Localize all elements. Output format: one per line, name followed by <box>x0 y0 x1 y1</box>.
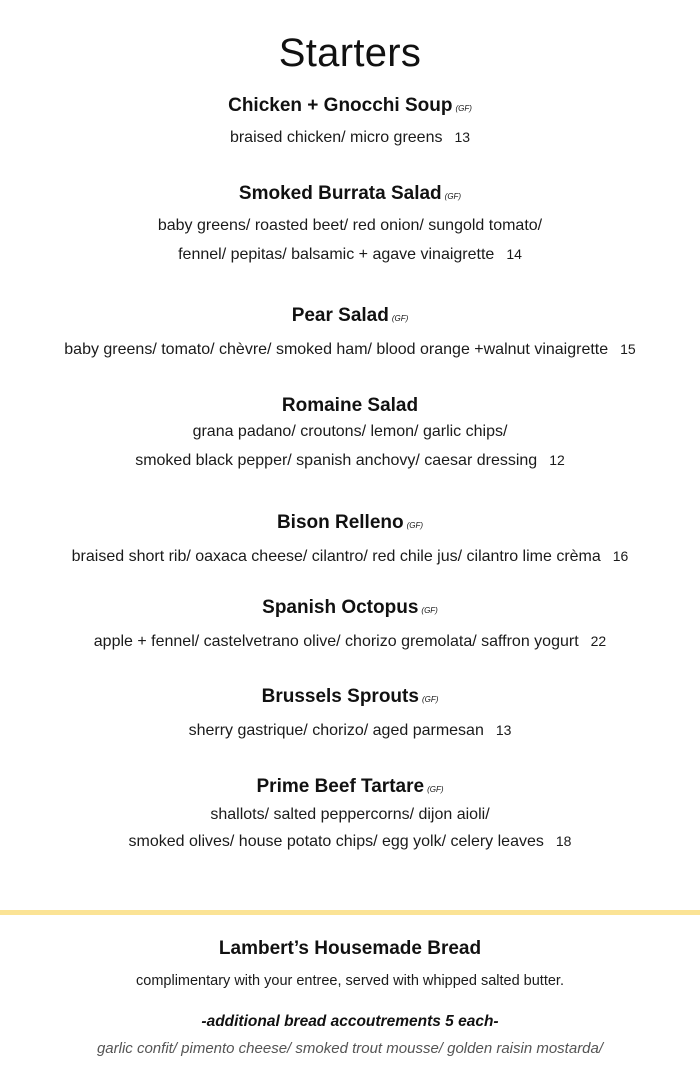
description-line: grana padano/ croutons/ lemon/ garlic chips/ <box>192 423 508 440</box>
description-line: braised chicken/ micro greens <box>229 129 443 146</box>
item-description <box>0 627 700 656</box>
gluten-free-tag: (GF) <box>391 314 409 323</box>
item-price: 22 <box>590 633 607 649</box>
item-name <box>0 511 700 538</box>
description-line-last <box>0 446 700 475</box>
item-name-text: Spanish Octopus <box>262 597 419 618</box>
item-name <box>0 304 700 331</box>
item-price: 13 <box>495 722 512 738</box>
page-title: Starters <box>278 30 422 75</box>
gluten-free-tag: (GF) <box>455 104 472 113</box>
item-name-text: Prime Beef Tartare <box>256 776 425 797</box>
description-line: smoked olives/ house potato chips/ egg yolk/ celery leaves <box>128 833 544 850</box>
menu-item <box>0 182 700 269</box>
menu-item <box>0 394 700 475</box>
description-line: shallots/ salted peppercorns/ dijon aioli/ <box>210 806 490 823</box>
item-name <box>0 394 700 418</box>
item-price: 14 <box>506 246 522 262</box>
description-line: baby greens/ roasted beet/ red onion/ sungold tomato/ <box>157 217 543 234</box>
item-price: 18 <box>555 833 572 849</box>
item-price: 15 <box>620 341 636 357</box>
menu-item <box>0 304 700 364</box>
item-name <box>0 94 700 121</box>
gluten-free-tag: (GF) <box>444 192 462 201</box>
bread-extras-list: garlic confit/ pimento cheese/ smoked trout mousse/ golden raisin mostarda/ <box>96 1040 604 1057</box>
section-divider <box>0 910 700 915</box>
item-price: 12 <box>549 452 565 468</box>
description-line: apple + fennel/ castelvetrano olive/ chorizo gremolata/ saffron yogurt <box>93 633 579 650</box>
item-name <box>0 685 700 712</box>
item-description <box>0 335 700 364</box>
gluten-free-tag: (GF) <box>406 521 424 530</box>
menu-item <box>0 596 700 656</box>
item-description <box>0 418 700 475</box>
item-price: 13 <box>454 129 471 145</box>
description-line: smoked black pepper/ spanish anchovy/ caesar dressing <box>135 452 538 469</box>
item-name-text: Chicken + Gnocchi Soup <box>228 95 453 116</box>
description-line: baby greens/ tomato/ chèvre/ smoked ham/ blood orange +walnut vinaigrette <box>64 341 609 358</box>
item-name-text: Brussels Sprouts <box>261 686 419 707</box>
gluten-free-tag: (GF) <box>427 785 444 794</box>
gluten-free-tag: (GF) <box>421 606 438 615</box>
item-name-text: Pear Salad <box>291 305 389 326</box>
item-description <box>0 802 700 855</box>
item-price: 16 <box>612 548 629 564</box>
item-description <box>0 716 700 745</box>
description-line: fennel/ pepitas/ balsamic + agave vinaigrette <box>178 246 495 263</box>
item-name-text: Bison Relleno <box>276 512 404 533</box>
item-description <box>0 542 700 571</box>
description-line-last <box>0 240 700 269</box>
item-name <box>0 596 700 623</box>
menu-item <box>0 685 700 745</box>
bread-description: complimentary with your entree, served with whipped salted butter. <box>136 973 564 989</box>
item-name-text: Romaine Salad <box>281 395 419 416</box>
menu-item <box>0 94 700 152</box>
menu-item <box>0 511 700 571</box>
bread-extras-title: -additional bread accoutrements 5 each- <box>201 1013 499 1030</box>
description-line: sherry gastrique/ chorizo/ aged parmesan <box>188 722 484 739</box>
item-description <box>0 211 700 269</box>
gluten-free-tag: (GF) <box>421 695 439 704</box>
menu-item <box>0 775 700 855</box>
description-line: braised short rib/ oaxaca cheese/ cilantro/ red chile jus/ cilantro lime crèma <box>71 548 601 565</box>
item-name-text: Smoked Burrata Salad <box>238 183 442 204</box>
item-name <box>0 775 700 802</box>
item-name <box>0 182 700 209</box>
bread-section-title: Lambert’s Housemade Bread <box>218 938 482 959</box>
item-description <box>0 123 700 152</box>
description-line-last <box>0 828 700 855</box>
